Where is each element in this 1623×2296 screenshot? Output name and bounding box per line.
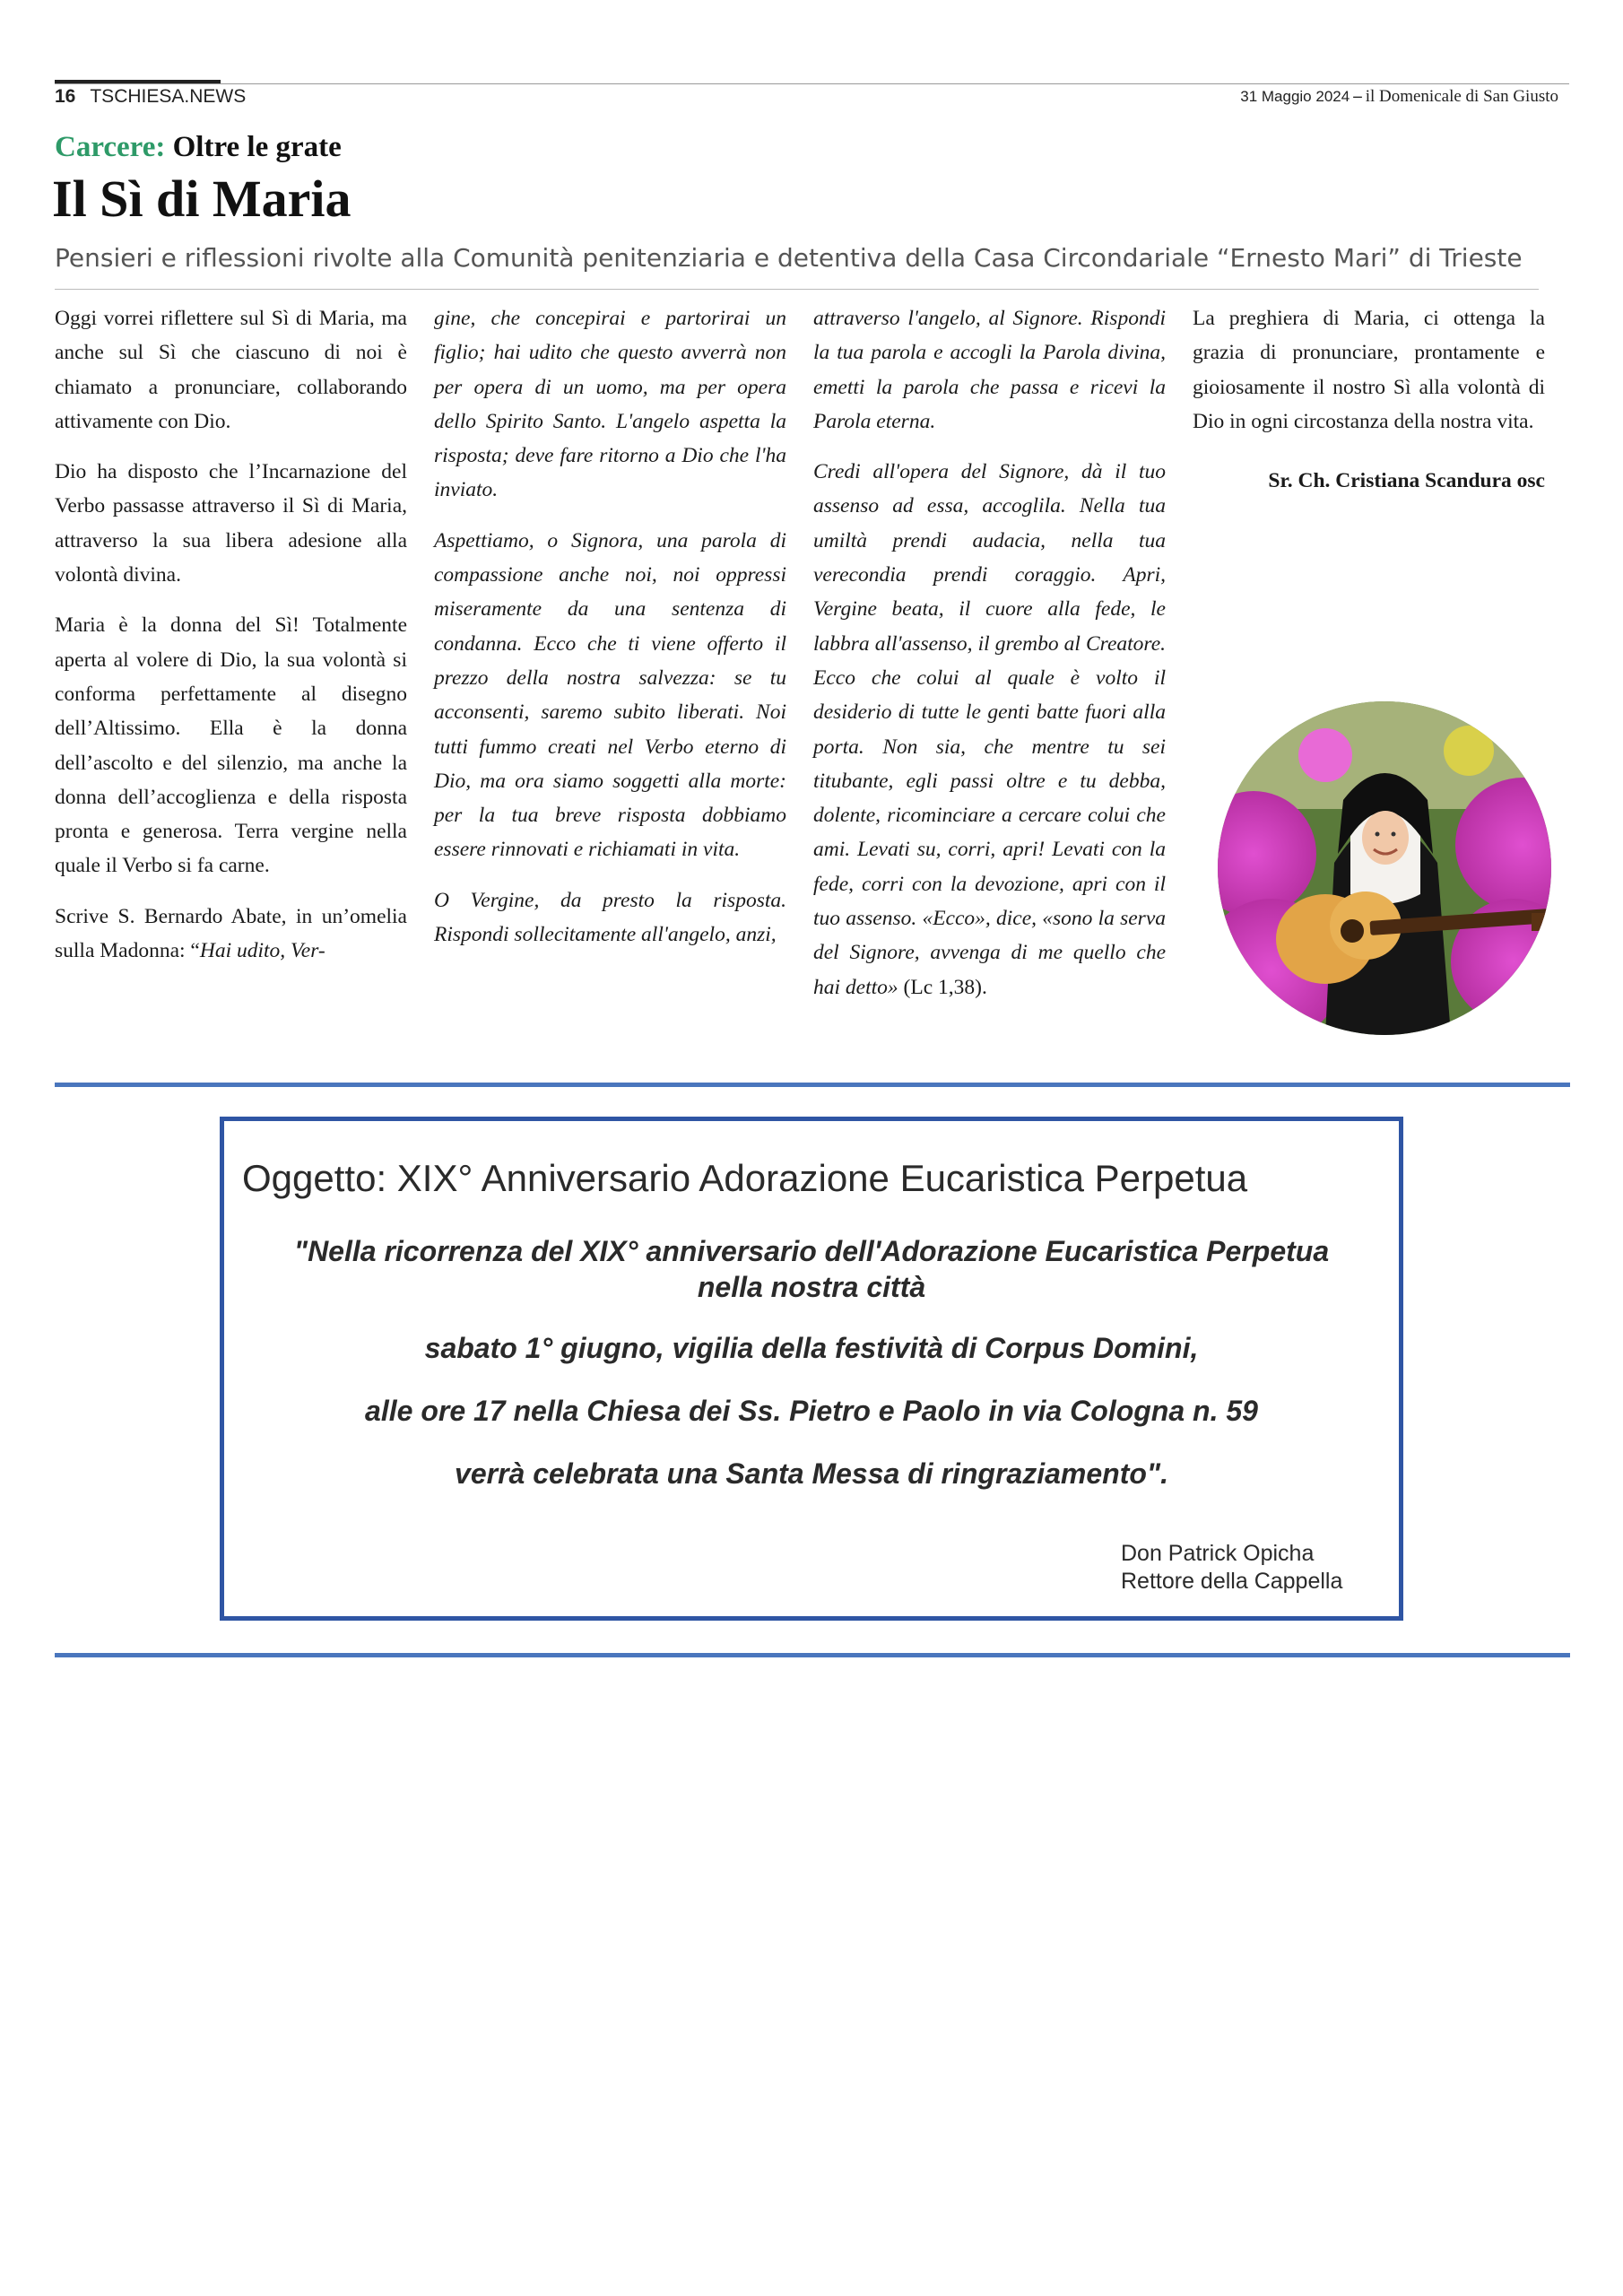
article-author: Sr. Ch. Cristiana Scandura osc (1268, 469, 1545, 493)
notice-box (220, 1117, 1403, 1621)
notice-line: nella nostra città (697, 1271, 926, 1303)
article-column-2 (434, 301, 786, 968)
paragraph-text: Scrive S. Bernardo Abate, in un’omelia sulla Madonna: “ (55, 904, 407, 963)
signature-name: Don Patrick Opicha (1121, 1541, 1315, 1566)
quote-paragraph: O Vergine, da presto la risposta. Rispondi sollecitamente all'angelo, anzi, (434, 888, 786, 947)
article-title: Il Sì di Maria (52, 170, 352, 228)
quote-text: Hai udito, Ver- (199, 939, 325, 963)
paragraph (55, 900, 407, 969)
article-column-3 (813, 301, 1166, 1021)
standfirst-rule (55, 289, 1539, 290)
issue-date: 31 Maggio 2024 (1240, 88, 1350, 105)
running-header-right (1240, 87, 1558, 107)
paragraph: Oggi vorrei riflettere sul Sì di Maria, ma anche sul Sì che ciascuno di noi è chiamato a pronunciare, collaborando attivamente con Dio. (55, 307, 407, 433)
header-rule (55, 83, 1569, 84)
header-dash: – (1353, 87, 1362, 106)
article-column-4 (1193, 301, 1545, 514)
article-column-1 (55, 301, 407, 984)
paragraph: La preghiera di Maria, ci ottenga la grazia di pronunciare, prontamente e gioiosamente il nostro Sì alla volontà di Dio in ogni circostanza della nostra vita. (1193, 307, 1545, 433)
signature-role: Rettore della Cappella (1121, 1569, 1343, 1594)
quote-paragraph: gine, che concepirai e partorirai un figlio; hai udito che questo avverrà non per opera di un uomo, ma per opera dello Spirito Santo. L'angelo aspetta la risposta; deve fare ritorno a Dio che l'ha inviato. (434, 307, 786, 502)
citation: (Lc 1,38). (898, 975, 987, 999)
publication-name: il Domenicale di San Giusto (1365, 87, 1558, 106)
notice-line: "Nella ricorrenza del XIX° anniversario dell'Adorazione Eucaristica Perpetua (293, 1235, 1330, 1267)
quote-paragraph: attraverso l'angelo, al Signore. Rispondi la tua parola e accogli la Parola divina, emetti la parola che passa e ricevi la Parola eterna. (813, 307, 1166, 433)
notice-subject: Oggetto: XIX° Anniversario Adorazione Eucaristica Perpetua (242, 1157, 1248, 1199)
article-standfirst: Pensieri e riflessioni rivolte alla Comunità penitenziaria e detentiva della Casa Circondariale “Ernesto Mari” di Trieste (55, 243, 1523, 273)
notice-line: verrà celebrata una Santa Messa di ringraziamento". (455, 1457, 1168, 1490)
section-divider-bottom (55, 1653, 1570, 1657)
section-divider-top (55, 1083, 1570, 1087)
notice-line: sabato 1° giugno, vigilia della festività di Corpus Domini, (424, 1332, 1199, 1364)
page-number: 16 (55, 86, 76, 107)
paragraph: Dio ha disposto che l’Incarnazione del Verbo passasse attraverso il Sì di Maria, attraverso la sua libera adesione alla volontà divina. (55, 460, 407, 587)
running-header-left (55, 86, 246, 108)
quote-paragraph: Aspettiamo, o Signora, una parola di compassione anche noi, noi oppressi miseramente da una sentenza di condanna. Ecco che ti viene offerto il prezzo della nostra salvezza: se tu acconsenti, saremo subito liberati. Noi tutti fummo creati nel Verbo eterno di Dio, ma ora siamo soggetti alla morte: per la tua breve risposta dobbiamo essere rinnovati e richiamati in vita. (434, 528, 786, 862)
kicker-text: Oltre le grate (172, 131, 342, 163)
article-kicker (55, 131, 342, 164)
paragraph (813, 455, 1166, 1004)
site-name: TSCHIESA.NEWS (90, 86, 247, 107)
paragraph: Maria è la donna del Sì! Totalmente aperta al volere di Dio, la sua volontà si conforma perfettamente al disegno dell’Altissimo. Ella è la donna dell’ascolto e del silenzio, ma anche la donna dell’accoglienza e della risposta pronta e generosa. Terra vergine nella quale il Verbo si fa carne. (55, 613, 407, 878)
author-photo (1218, 701, 1551, 1035)
quote-text: Credi all'opera del Signore, dà il tuo assenso ad essa, accoglila. Nella tua umiltà prendi audacia, nella tua verecondia prendi coraggio. Apri, Vergine beata, il cuore alla fede, le labbra all'assenso, il grembo al Creatore. Ecco che colui al quale è volto il desiderio di tutte le genti batte fuori alla porta. Non sia, che mentre tu sei titubante, egli passi oltre e tu debba, dolente, ricominciare a cercare colui che ami. Levati su, corri, apri! Levati con la fede, corri con la devozione, apri con il tuo assenso. «Ecco», dice, «sono la serva del Signore, avvenga di me quello che hai detto» (813, 460, 1166, 999)
rubric-label: Carcere: (55, 131, 166, 163)
notice-line: alle ore 17 nella Chiesa dei Ss. Pietro e Paolo in via Cologna n. 59 (365, 1395, 1258, 1427)
nun-with-guitar-illustration (1218, 701, 1551, 1035)
